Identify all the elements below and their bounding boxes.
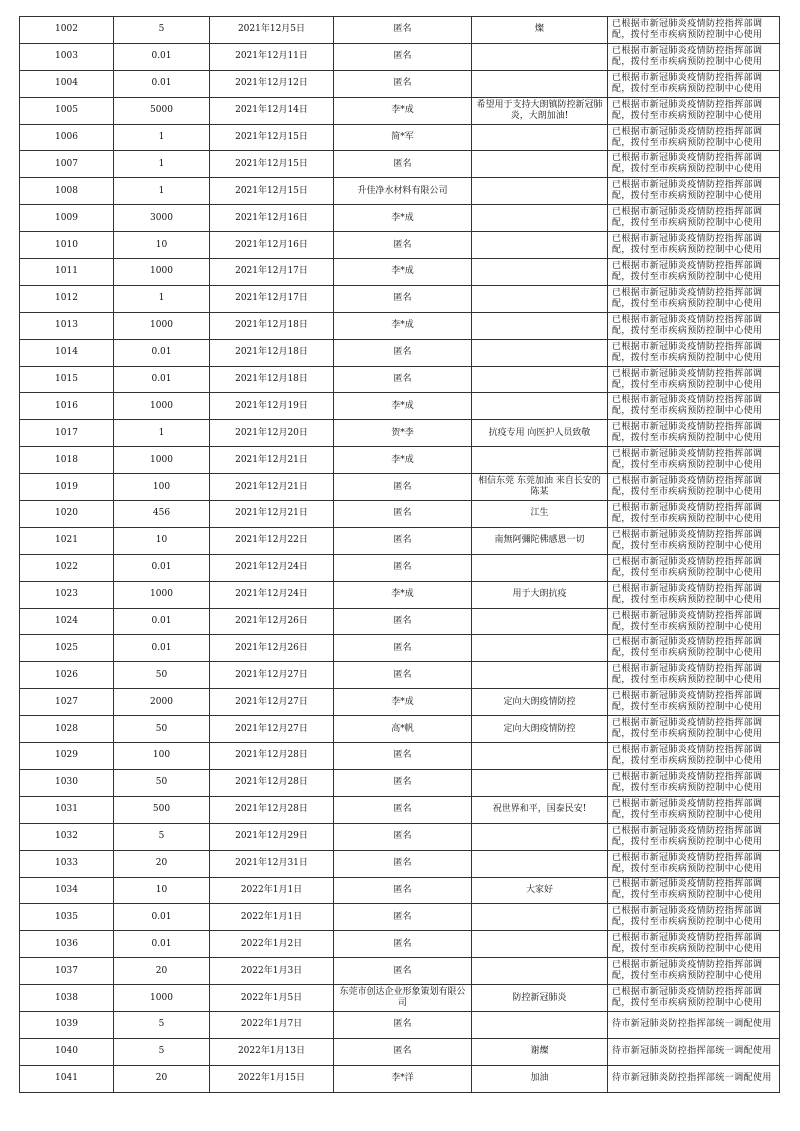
record-number: 1039 [20, 1011, 114, 1038]
record-number: 1037 [20, 958, 114, 985]
table-row [20, 823, 780, 850]
donor-name: 李*成 [334, 205, 472, 232]
donor-name: 匿名 [334, 17, 472, 44]
usage-note: 已根据市新冠肺炎疫情防控指挥部调配，拨付至市疾病预防控制中心使用 [608, 420, 780, 447]
donor-name: 匿名 [334, 70, 472, 97]
donor-remark [472, 124, 608, 151]
record-number: 1006 [20, 124, 114, 151]
donation-amount: 5 [114, 823, 210, 850]
donor-name: 李*洋 [334, 1065, 472, 1092]
donation-date: 2021年12月21日 [210, 501, 334, 528]
donor-name: 匿名 [334, 931, 472, 958]
donation-amount: 1000 [114, 985, 210, 1012]
donor-name: 匿名 [334, 1038, 472, 1065]
usage-note: 已根据市新冠肺炎疫情防控指挥部调配，拨付至市疾病预防控制中心使用 [608, 769, 780, 796]
table-row [20, 447, 780, 474]
donor-name: 李*成 [334, 312, 472, 339]
table-row [20, 904, 780, 931]
record-number: 1033 [20, 850, 114, 877]
donor-remark [472, 447, 608, 474]
usage-note: 已根据市新冠肺炎疫情防控指挥部调配，拨付至市疾病预防控制中心使用 [608, 796, 780, 823]
record-number: 1028 [20, 716, 114, 743]
donor-remark: 定向大朗疫情防控 [472, 689, 608, 716]
table-row [20, 151, 780, 178]
table-row [20, 850, 780, 877]
usage-note: 已根据市新冠肺炎疫情防控指挥部调配，拨付至市疾病预防控制中心使用 [608, 312, 780, 339]
usage-note: 待市新冠肺炎防控指挥部统一调配使用 [608, 1038, 780, 1065]
donor-remark [472, 232, 608, 259]
donor-name: 匿名 [334, 1011, 472, 1038]
donation-date: 2021年12月11日 [210, 43, 334, 70]
donor-remark [472, 931, 608, 958]
table-row [20, 285, 780, 312]
donation-date: 2021年12月15日 [210, 151, 334, 178]
record-number: 1035 [20, 904, 114, 931]
donation-table [19, 16, 780, 1093]
table-row [20, 124, 780, 151]
table-row [20, 931, 780, 958]
donor-remark: 用于大朗抗疫 [472, 581, 608, 608]
donor-remark [472, 70, 608, 97]
donation-date: 2021年12月22日 [210, 527, 334, 554]
donor-name: 匿名 [334, 877, 472, 904]
donation-date: 2022年1月2日 [210, 931, 334, 958]
donor-name: 东莞市创达企业形象策划有限公司 [334, 985, 472, 1012]
donation-date: 2021年12月28日 [210, 796, 334, 823]
usage-note: 已根据市新冠肺炎疫情防控指挥部调配，拨付至市疾病预防控制中心使用 [608, 366, 780, 393]
table-row [20, 259, 780, 286]
usage-note: 已根据市新冠肺炎疫情防控指挥部调配，拨付至市疾病预防控制中心使用 [608, 581, 780, 608]
usage-note: 已根据市新冠肺炎疫情防控指挥部调配，拨付至市疾病预防控制中心使用 [608, 662, 780, 689]
donation-date: 2021年12月29日 [210, 823, 334, 850]
record-number: 1009 [20, 205, 114, 232]
donation-amount: 20 [114, 1065, 210, 1092]
usage-note: 已根据市新冠肺炎疫情防控指挥部调配，拨付至市疾病预防控制中心使用 [608, 743, 780, 770]
donation-amount: 3000 [114, 205, 210, 232]
donor-remark [472, 850, 608, 877]
donation-table-body [20, 17, 780, 1093]
donor-name: 李*成 [334, 259, 472, 286]
donation-amount: 0.01 [114, 635, 210, 662]
table-row [20, 1011, 780, 1038]
donation-date: 2022年1月1日 [210, 877, 334, 904]
donation-date: 2021年12月14日 [210, 97, 334, 124]
donor-name: 贺*李 [334, 420, 472, 447]
donation-amount: 1 [114, 124, 210, 151]
donation-date: 2022年1月7日 [210, 1011, 334, 1038]
donation-amount: 0.01 [114, 339, 210, 366]
donor-remark [472, 312, 608, 339]
donor-remark [472, 904, 608, 931]
donation-date: 2021年12月15日 [210, 124, 334, 151]
donation-amount: 50 [114, 769, 210, 796]
donation-date: 2021年12月12日 [210, 70, 334, 97]
donor-remark [472, 43, 608, 70]
record-number: 1020 [20, 501, 114, 528]
donor-remark: 谢燦 [472, 1038, 608, 1065]
usage-note: 已根据市新冠肺炎疫情防控指挥部调配，拨付至市疾病预防控制中心使用 [608, 823, 780, 850]
donor-name: 匿名 [334, 43, 472, 70]
donation-date: 2021年12月20日 [210, 420, 334, 447]
table-row [20, 1065, 780, 1092]
record-number: 1012 [20, 285, 114, 312]
donation-amount: 1000 [114, 312, 210, 339]
donor-name: 李*成 [334, 393, 472, 420]
donation-amount: 0.01 [114, 70, 210, 97]
table-row [20, 43, 780, 70]
record-number: 1005 [20, 97, 114, 124]
donor-name: 匿名 [334, 232, 472, 259]
donation-amount: 0.01 [114, 904, 210, 931]
donor-name: 李*成 [334, 97, 472, 124]
donor-remark: 希望用于支持大朗镇防控新冠肺炎，大朗加油! [472, 97, 608, 124]
record-number: 1018 [20, 447, 114, 474]
donation-amount: 500 [114, 796, 210, 823]
donation-amount: 1000 [114, 259, 210, 286]
record-number: 1017 [20, 420, 114, 447]
donation-amount: 20 [114, 958, 210, 985]
usage-note: 已根据市新冠肺炎疫情防控指挥部调配，拨付至市疾病预防控制中心使用 [608, 850, 780, 877]
donor-name: 匿名 [334, 823, 472, 850]
donor-name: 李*成 [334, 689, 472, 716]
donor-remark: 定向大朗疫情防控 [472, 716, 608, 743]
donor-name: 匿名 [334, 769, 472, 796]
table-row [20, 420, 780, 447]
donor-remark [472, 823, 608, 850]
record-number: 1011 [20, 259, 114, 286]
donation-date: 2021年12月24日 [210, 581, 334, 608]
donor-name: 匿名 [334, 635, 472, 662]
donation-amount: 5 [114, 17, 210, 44]
usage-note: 已根据市新冠肺炎疫情防控指挥部调配，拨付至市疾病预防控制中心使用 [608, 527, 780, 554]
usage-note: 已根据市新冠肺炎疫情防控指挥部调配，拨付至市疾病预防控制中心使用 [608, 554, 780, 581]
donation-date: 2021年12月18日 [210, 312, 334, 339]
usage-note: 已根据市新冠肺炎疫情防控指挥部调配，拨付至市疾病预防控制中心使用 [608, 716, 780, 743]
donation-date: 2021年12月15日 [210, 178, 334, 205]
donation-date: 2021年12月27日 [210, 689, 334, 716]
usage-note: 已根据市新冠肺炎疫情防控指挥部调配，拨付至市疾病预防控制中心使用 [608, 958, 780, 985]
usage-note: 已根据市新冠肺炎疫情防控指挥部调配，拨付至市疾病预防控制中心使用 [608, 474, 780, 501]
donor-name: 匿名 [334, 339, 472, 366]
donation-date: 2021年12月21日 [210, 474, 334, 501]
donation-amount: 0.01 [114, 608, 210, 635]
table-row [20, 985, 780, 1012]
donor-name: 匿名 [334, 608, 472, 635]
usage-note: 已根据市新冠肺炎疫情防控指挥部调配，拨付至市疾病预防控制中心使用 [608, 97, 780, 124]
table-row [20, 581, 780, 608]
donation-date: 2021年12月16日 [210, 205, 334, 232]
donation-date: 2021年12月24日 [210, 554, 334, 581]
table-row [20, 232, 780, 259]
usage-note: 已根据市新冠肺炎疫情防控指挥部调配，拨付至市疾病预防控制中心使用 [608, 904, 780, 931]
donation-date: 2021年12月27日 [210, 716, 334, 743]
donor-remark: 祝世界和平，国泰民安! [472, 796, 608, 823]
donor-remark [472, 205, 608, 232]
donation-date: 2021年12月28日 [210, 769, 334, 796]
donation-amount: 1000 [114, 393, 210, 420]
donation-amount: 5 [114, 1038, 210, 1065]
record-number: 1003 [20, 43, 114, 70]
donation-table-page [19, 16, 779, 1093]
donor-remark: 江生 [472, 501, 608, 528]
donor-remark: 抗疫专用 向医护人员致敬 [472, 420, 608, 447]
donation-amount: 10 [114, 527, 210, 554]
record-number: 1015 [20, 366, 114, 393]
record-number: 1007 [20, 151, 114, 178]
table-row [20, 958, 780, 985]
record-number: 1010 [20, 232, 114, 259]
donor-name: 匿名 [334, 743, 472, 770]
donation-amount: 456 [114, 501, 210, 528]
record-number: 1023 [20, 581, 114, 608]
donor-remark [472, 635, 608, 662]
donor-remark: 燦 [472, 17, 608, 44]
record-number: 1036 [20, 931, 114, 958]
table-row [20, 97, 780, 124]
usage-note: 已根据市新冠肺炎疫情防控指挥部调配，拨付至市疾病预防控制中心使用 [608, 877, 780, 904]
donation-amount: 5 [114, 1011, 210, 1038]
donation-date: 2021年12月26日 [210, 608, 334, 635]
donor-name: 匿名 [334, 554, 472, 581]
donor-remark: 防控新冠肺炎 [472, 985, 608, 1012]
usage-note: 待市新冠肺炎防控指挥部统一调配使用 [608, 1065, 780, 1092]
table-row [20, 796, 780, 823]
donation-amount: 1000 [114, 447, 210, 474]
donation-date: 2022年1月15日 [210, 1065, 334, 1092]
record-number: 1029 [20, 743, 114, 770]
record-number: 1031 [20, 796, 114, 823]
donor-remark: 相信东莞 东莞加油 来自长安的陈某 [472, 474, 608, 501]
donor-remark [472, 393, 608, 420]
table-row [20, 635, 780, 662]
record-number: 1038 [20, 985, 114, 1012]
donor-name: 李*成 [334, 447, 472, 474]
table-row [20, 366, 780, 393]
donation-date: 2021年12月17日 [210, 285, 334, 312]
donation-amount: 1 [114, 151, 210, 178]
donor-name: 匿名 [334, 151, 472, 178]
donor-remark: 大家好 [472, 877, 608, 904]
record-number: 1034 [20, 877, 114, 904]
donation-amount: 10 [114, 877, 210, 904]
usage-note: 已根据市新冠肺炎疫情防控指挥部调配，拨付至市疾病预防控制中心使用 [608, 17, 780, 44]
donor-name: 李*成 [334, 581, 472, 608]
record-number: 1041 [20, 1065, 114, 1092]
donation-amount: 0.01 [114, 554, 210, 581]
donor-name: 匿名 [334, 662, 472, 689]
record-number: 1008 [20, 178, 114, 205]
record-number: 1027 [20, 689, 114, 716]
donation-date: 2021年12月17日 [210, 259, 334, 286]
donation-amount: 1 [114, 178, 210, 205]
usage-note: 已根据市新冠肺炎疫情防控指挥部调配，拨付至市疾病预防控制中心使用 [608, 259, 780, 286]
donor-remark [472, 259, 608, 286]
usage-note: 已根据市新冠肺炎疫情防控指挥部调配，拨付至市疾病预防控制中心使用 [608, 205, 780, 232]
record-number: 1024 [20, 608, 114, 635]
record-number: 1014 [20, 339, 114, 366]
usage-note: 已根据市新冠肺炎疫情防控指挥部调配，拨付至市疾病预防控制中心使用 [608, 285, 780, 312]
record-number: 1022 [20, 554, 114, 581]
donor-name: 匿名 [334, 904, 472, 931]
donor-remark [472, 608, 608, 635]
donation-amount: 0.01 [114, 43, 210, 70]
usage-note: 已根据市新冠肺炎疫情防控指挥部调配，拨付至市疾病预防控制中心使用 [608, 151, 780, 178]
donor-remark [472, 151, 608, 178]
donation-amount: 100 [114, 474, 210, 501]
table-row [20, 877, 780, 904]
record-number: 1021 [20, 527, 114, 554]
table-row [20, 312, 780, 339]
donor-name: 匿名 [334, 850, 472, 877]
table-row [20, 527, 780, 554]
table-row [20, 716, 780, 743]
table-row [20, 554, 780, 581]
usage-note: 待市新冠肺炎防控指挥部统一调配使用 [608, 1011, 780, 1038]
usage-note: 已根据市新冠肺炎疫情防控指挥部调配，拨付至市疾病预防控制中心使用 [608, 393, 780, 420]
usage-note: 已根据市新冠肺炎疫情防控指挥部调配，拨付至市疾病预防控制中心使用 [608, 689, 780, 716]
donation-date: 2021年12月19日 [210, 393, 334, 420]
usage-note: 已根据市新冠肺炎疫情防控指挥部调配，拨付至市疾病预防控制中心使用 [608, 501, 780, 528]
donor-remark: 南無阿彌陀佛感恩一切 [472, 527, 608, 554]
donation-date: 2021年12月5日 [210, 17, 334, 44]
donation-date: 2022年1月3日 [210, 958, 334, 985]
donation-amount: 100 [114, 743, 210, 770]
donation-amount: 1 [114, 420, 210, 447]
record-number: 1026 [20, 662, 114, 689]
table-row [20, 339, 780, 366]
donation-date: 2022年1月5日 [210, 985, 334, 1012]
table-row [20, 769, 780, 796]
record-number: 1016 [20, 393, 114, 420]
donation-amount: 1 [114, 285, 210, 312]
donor-name: 高*帆 [334, 716, 472, 743]
usage-note: 已根据市新冠肺炎疫情防控指挥部调配，拨付至市疾病预防控制中心使用 [608, 70, 780, 97]
usage-note: 已根据市新冠肺炎疫情防控指挥部调配，拨付至市疾病预防控制中心使用 [608, 931, 780, 958]
donation-date: 2021年12月18日 [210, 366, 334, 393]
donor-name: 简*军 [334, 124, 472, 151]
donation-date: 2021年12月18日 [210, 339, 334, 366]
table-row [20, 178, 780, 205]
donor-remark [472, 1011, 608, 1038]
donor-name: 匿名 [334, 285, 472, 312]
donation-date: 2021年12月16日 [210, 232, 334, 259]
donor-name: 匿名 [334, 527, 472, 554]
table-row [20, 608, 780, 635]
table-row [20, 501, 780, 528]
table-row [20, 474, 780, 501]
usage-note: 已根据市新冠肺炎疫情防控指挥部调配，拨付至市疾病预防控制中心使用 [608, 608, 780, 635]
usage-note: 已根据市新冠肺炎疫情防控指挥部调配，拨付至市疾病预防控制中心使用 [608, 447, 780, 474]
table-row [20, 743, 780, 770]
donor-name: 匿名 [334, 958, 472, 985]
donation-amount: 0.01 [114, 366, 210, 393]
donation-amount: 2000 [114, 689, 210, 716]
donor-remark [472, 366, 608, 393]
record-number: 1032 [20, 823, 114, 850]
donation-date: 2021年12月21日 [210, 447, 334, 474]
donor-remark [472, 958, 608, 985]
table-row [20, 205, 780, 232]
usage-note: 已根据市新冠肺炎疫情防控指挥部调配，拨付至市疾病预防控制中心使用 [608, 124, 780, 151]
donation-date: 2021年12月31日 [210, 850, 334, 877]
donation-date: 2021年12月26日 [210, 635, 334, 662]
record-number: 1019 [20, 474, 114, 501]
usage-note: 已根据市新冠肺炎疫情防控指挥部调配，拨付至市疾病预防控制中心使用 [608, 635, 780, 662]
table-row [20, 1038, 780, 1065]
record-number: 1004 [20, 70, 114, 97]
donor-name: 匿名 [334, 474, 472, 501]
record-number: 1030 [20, 769, 114, 796]
donor-remark [472, 743, 608, 770]
usage-note: 已根据市新冠肺炎疫情防控指挥部调配，拨付至市疾病预防控制中心使用 [608, 178, 780, 205]
donor-remark [472, 554, 608, 581]
donation-amount: 20 [114, 850, 210, 877]
donation-date: 2021年12月27日 [210, 662, 334, 689]
donor-remark [472, 339, 608, 366]
record-number: 1002 [20, 17, 114, 44]
donor-remark [472, 285, 608, 312]
donor-remark [472, 178, 608, 205]
table-row [20, 662, 780, 689]
donor-name: 匿名 [334, 501, 472, 528]
donor-remark [472, 769, 608, 796]
donor-name: 匿名 [334, 366, 472, 393]
donation-amount: 5000 [114, 97, 210, 124]
record-number: 1040 [20, 1038, 114, 1065]
donor-name: 升佳净水材料有限公司 [334, 178, 472, 205]
donor-remark [472, 662, 608, 689]
donation-date: 2022年1月1日 [210, 904, 334, 931]
donation-amount: 50 [114, 716, 210, 743]
usage-note: 已根据市新冠肺炎疫情防控指挥部调配，拨付至市疾病预防控制中心使用 [608, 43, 780, 70]
donation-date: 2022年1月13日 [210, 1038, 334, 1065]
table-row [20, 393, 780, 420]
record-number: 1025 [20, 635, 114, 662]
donor-name: 匿名 [334, 796, 472, 823]
table-row [20, 689, 780, 716]
usage-note: 已根据市新冠肺炎疫情防控指挥部调配，拨付至市疾病预防控制中心使用 [608, 985, 780, 1012]
donor-remark: 加油 [472, 1065, 608, 1092]
table-row [20, 70, 780, 97]
donation-date: 2021年12月28日 [210, 743, 334, 770]
table-row [20, 17, 780, 44]
usage-note: 已根据市新冠肺炎疫情防控指挥部调配，拨付至市疾病预防控制中心使用 [608, 339, 780, 366]
donation-amount: 0.01 [114, 931, 210, 958]
donation-amount: 1000 [114, 581, 210, 608]
record-number: 1013 [20, 312, 114, 339]
usage-note: 已根据市新冠肺炎疫情防控指挥部调配，拨付至市疾病预防控制中心使用 [608, 232, 780, 259]
donation-amount: 10 [114, 232, 210, 259]
donation-amount: 50 [114, 662, 210, 689]
